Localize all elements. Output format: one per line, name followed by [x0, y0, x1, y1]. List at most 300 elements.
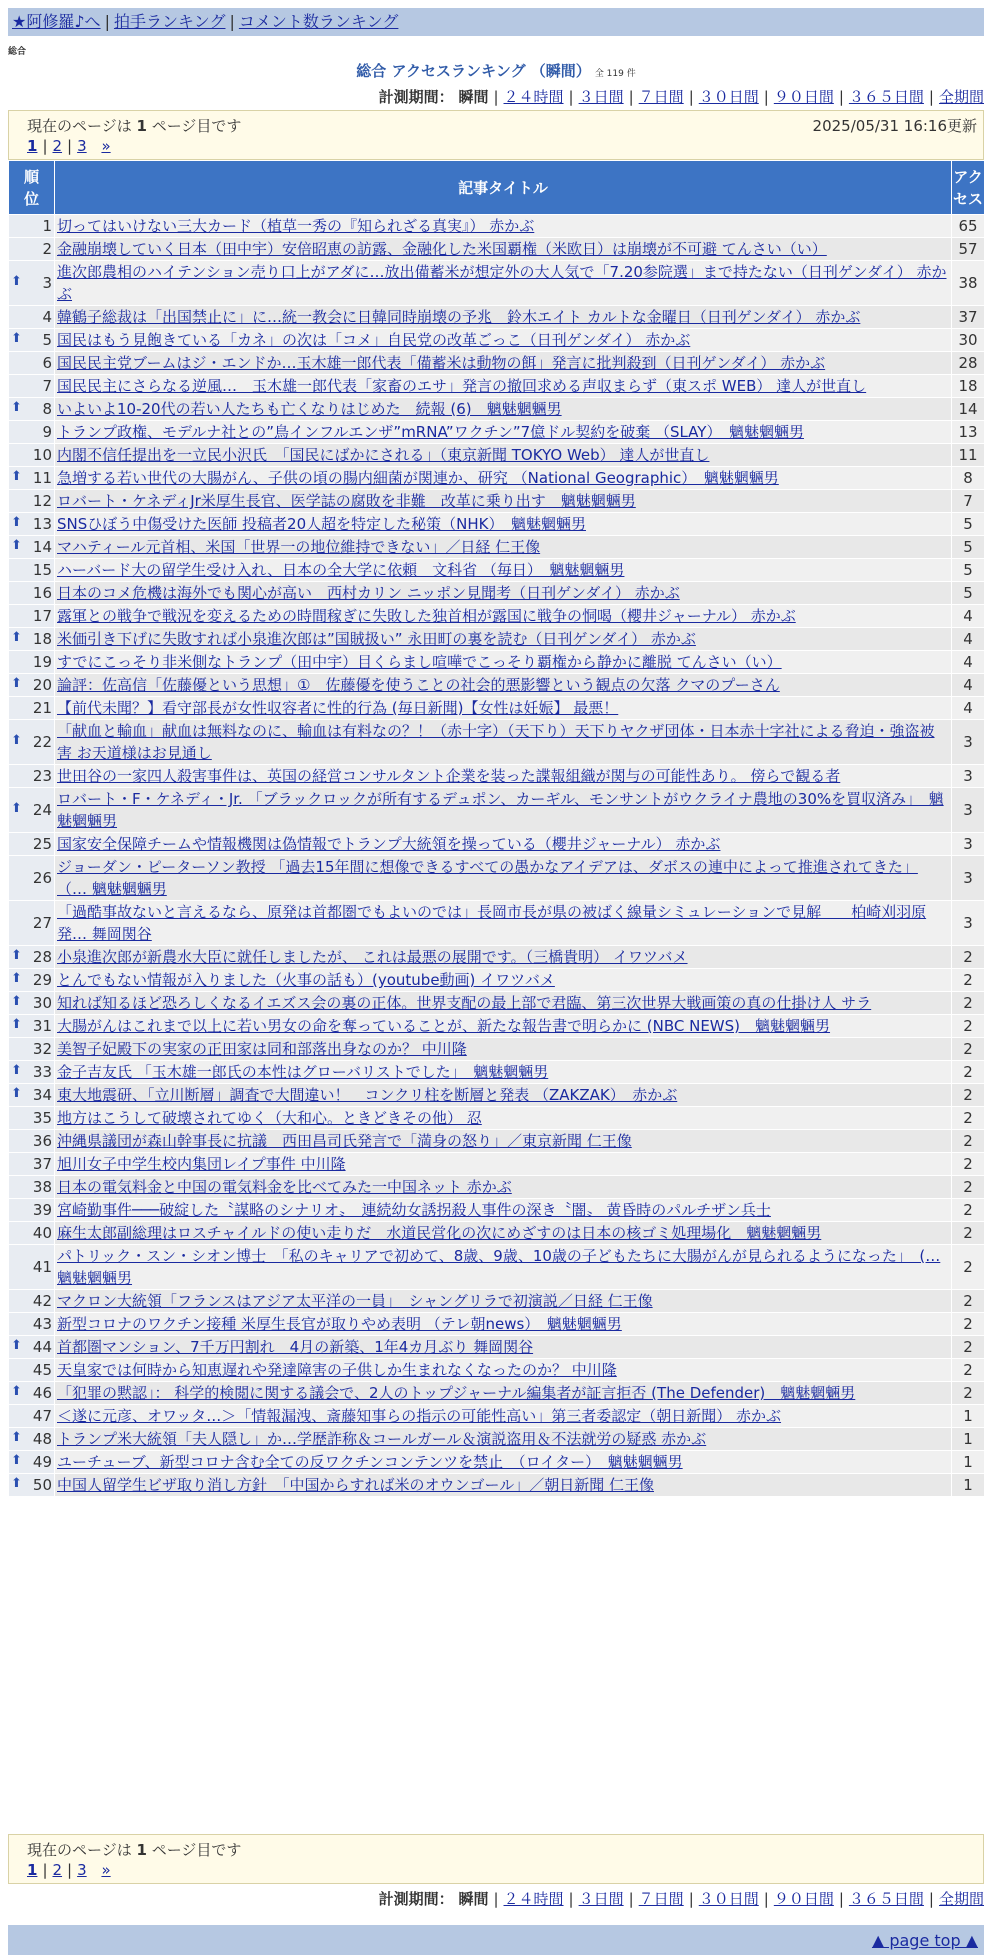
rank-cell — [9, 1245, 55, 1290]
access-count: 5 — [952, 559, 985, 582]
article-link[interactable]: 小泉進次郎が新農水大臣に就任しましたが、 これは最悪の展開です。（三橋貴明） イワツバメ — [57, 948, 688, 966]
title-cell — [55, 467, 952, 490]
rank-cell — [9, 1313, 55, 1336]
period-link-90d[interactable]: ９０日間 — [773, 1890, 834, 1908]
title-cell — [55, 992, 952, 1015]
rank-cell — [9, 306, 55, 329]
title-cell — [55, 628, 952, 651]
article-link[interactable]: 麻生太郎副総理はロスチャイルドの使い走りだ 水道民営化の次にめざすのは日本の核ゴミ処理場化 魑魅魍魎男 — [57, 1224, 822, 1242]
table-row — [9, 490, 985, 513]
rank-number: 15 — [32, 561, 52, 579]
period-current: 瞬間 — [458, 1890, 489, 1908]
table-row — [9, 1382, 985, 1405]
access-count: 2 — [952, 1290, 985, 1313]
article-link[interactable]: 宮崎勤事件───破綻した〝謀略のシナリオ〟 連続幼女誘拐殺人事件の深き〝闇〟 黄昏時のパルチザン兵士 — [57, 1201, 771, 1219]
up-arrow-icon: ⬆ — [11, 1384, 22, 1399]
title-cell — [55, 651, 952, 674]
article-link[interactable]: 地方はこうして破壊されてゆく（大和心。ときどきその他） 忍 — [57, 1109, 482, 1127]
table-row — [9, 1199, 985, 1222]
access-count: 14 — [952, 398, 985, 421]
rank-cell — [9, 582, 55, 605]
rank-number: 21 — [32, 699, 52, 717]
table-row — [9, 1130, 985, 1153]
up-arrow-icon: ⬆ — [11, 1063, 22, 1078]
rank-cell — [9, 490, 55, 513]
article-link[interactable]: 米価引き下げに失敗すれば小泉進次郎は”国賊扱い” 永田町の裏を読む（日刊ゲンダイ） 赤かぶ — [57, 630, 696, 648]
article-link[interactable]: とんでもない情報が入りました（火事の話も）(youtube動画) イワツバメ — [57, 971, 555, 989]
header-rank: 順位 — [9, 161, 55, 215]
rank-number: 20 — [32, 676, 52, 694]
article-link[interactable]: 切ってはいけない三大カード（植草一秀の『知られざる真実』） 赤かぶ — [57, 217, 535, 235]
rank-cell — [9, 1038, 55, 1061]
table-row — [9, 1359, 985, 1382]
access-count: 2 — [952, 1107, 985, 1130]
table-row — [9, 329, 985, 352]
rank-cell — [9, 901, 55, 946]
table-row — [9, 1336, 985, 1359]
article-link[interactable]: 金融崩壊していく日本（田中宇）安倍昭恵の訪露、金融化した米国覇権（米欧日）は崩壊が不可避 てんさい（い） — [57, 240, 827, 258]
table-row — [9, 261, 985, 306]
access-count: 37 — [952, 306, 985, 329]
rank-cell — [9, 1130, 55, 1153]
rank-number: 32 — [32, 1040, 52, 1058]
title-cell — [55, 1313, 952, 1336]
title-cell — [55, 697, 952, 720]
access-count: 2 — [952, 946, 985, 969]
rank-cell — [9, 352, 55, 375]
article-link[interactable]: 韓鶴子総裁は「出国禁止に」に…統一教会に日韓同時崩壊の予兆 鈴木エイト カルトな金曜日（日刊ゲンダイ） 赤かぶ — [57, 308, 861, 326]
table-row — [9, 765, 985, 788]
period-label: 計測期間： — [378, 1890, 454, 1908]
article-link[interactable]: SNSひぼう中傷受けた医師 投稿者20人超を特定した秘策（NHK） 魑魅魍魎男 — [57, 515, 586, 533]
article-link[interactable]: 国民民主党ブームはジ・エンドか…玉木雄一郎代表「備蓄米は動物の餌」発言に批判殺到（日刊ゲンダイ） 赤かぶ — [57, 354, 826, 372]
access-count: 3 — [952, 788, 985, 833]
article-link[interactable]: ハーバード大の留学生受け入れ、日本の全大学に依頼 文科省 （毎日） 魑魅魍魎男 — [57, 561, 625, 579]
article-link[interactable]: 日本のコメ危機は海外でも関心が高い 西村カリン ニッポン見聞考（日刊ゲンダイ） 赤かぶ — [57, 584, 680, 602]
period-link-90d[interactable]: ９０日間 — [773, 88, 834, 106]
rank-cell — [9, 1107, 55, 1130]
title-cell — [55, 238, 952, 261]
title-cell — [55, 605, 952, 628]
rank-number: 47 — [32, 1407, 52, 1425]
title-text: 総合 アクセスランキング （瞬間） — [356, 62, 591, 80]
title-cell — [55, 1290, 952, 1313]
table-row — [9, 536, 985, 559]
rank-number: 27 — [32, 914, 52, 932]
rank-number: 19 — [32, 653, 52, 671]
rank-cell — [9, 992, 55, 1015]
table-row — [9, 1245, 985, 1290]
access-count: 2 — [952, 1359, 985, 1382]
rank-cell — [9, 1084, 55, 1107]
access-count: 1 — [952, 1428, 985, 1451]
table-row — [9, 238, 985, 261]
table-row — [9, 215, 985, 238]
article-link[interactable]: トランプ米大統領「夫人隠し」か…学歴詐称＆コールガール＆演説盗用＆不法就労の疑惑 赤かぶ — [57, 1430, 707, 1448]
header-title: 記事タイトル — [55, 161, 952, 215]
up-arrow-icon: ⬆ — [11, 1430, 22, 1445]
rank-cell — [9, 720, 55, 765]
period-link-30d[interactable]: ３０日間 — [698, 1890, 759, 1908]
up-arrow-icon: ⬆ — [11, 1476, 22, 1491]
up-arrow-icon: ⬆ — [11, 971, 22, 986]
title-cell — [55, 352, 952, 375]
article-link[interactable]: 東大地震研、「立川断層」調査で大間違い！ コンクリ柱を断層と発表 （ZAKZAK） 赤かぶ — [57, 1086, 678, 1104]
table-row — [9, 559, 985, 582]
rank-cell — [9, 1222, 55, 1245]
article-link[interactable]: 美智子妃殿下の実家の正田家は同和部落出身なのか？ 中川隆 — [57, 1040, 467, 1058]
article-link[interactable]: 進次郎農相のハイテンション売り口上がアダに…放出備蓄米が想定外の大人気で「7.20参院選」まで持たない（日刊ゲンダイ） 赤かぶ — [57, 263, 947, 303]
title-cell — [55, 1061, 952, 1084]
rank-number: 10 — [32, 446, 52, 464]
title-cell — [55, 788, 952, 833]
rank-cell — [9, 765, 55, 788]
separator: | — [104, 12, 110, 31]
rank-cell — [9, 833, 55, 856]
title-cell — [55, 1107, 952, 1130]
up-arrow-icon: ⬆ — [11, 1338, 22, 1353]
pager: 1 | 2 | 3 » — [27, 137, 111, 155]
rank-cell — [9, 628, 55, 651]
up-arrow-icon: ⬆ — [11, 1086, 22, 1101]
nav-link-applause-ranking[interactable]: 拍手ランキング — [113, 12, 226, 31]
table-row — [9, 421, 985, 444]
rank-number: 4 — [42, 308, 52, 326]
table-row — [9, 697, 985, 720]
access-count: 3 — [952, 720, 985, 765]
period-link-365d[interactable]: ３６５日間 — [848, 1890, 924, 1908]
rank-number: 50 — [32, 1476, 52, 1494]
rank-cell — [9, 1290, 55, 1313]
title-cell — [55, 490, 952, 513]
table-row — [9, 444, 985, 467]
article-link[interactable]: ロバート・ケネディJr米厚生長官、医学誌の腐敗を非難 改革に乗り出す 魑魅魍魎男 — [57, 492, 636, 510]
page-link-3[interactable]: 3 — [77, 1861, 87, 1879]
title-cell — [55, 1130, 952, 1153]
access-count: 5 — [952, 513, 985, 536]
access-count: 4 — [952, 674, 985, 697]
rank-number: 31 — [32, 1017, 52, 1035]
table-row — [9, 1153, 985, 1176]
period-link-3d[interactable]: ３日間 — [578, 1890, 624, 1908]
title-cell — [55, 559, 952, 582]
table-row — [9, 1290, 985, 1313]
article-link[interactable]: 国民はもう見飽きている「カネ」の次は「コメ」自民党の改革ごっこ（日刊ゲンダイ） 赤かぶ — [57, 331, 691, 349]
page-title — [0, 60, 992, 81]
rank-cell — [9, 1474, 55, 1497]
article-link[interactable]: ユーチューブ、新型コロナ含む全ての反ワクチンコンテンツを禁止 （ロイター） 魑魅魍魎男 — [57, 1453, 683, 1471]
table-row — [9, 1405, 985, 1428]
rank-cell — [9, 238, 55, 261]
period-link-all[interactable]: 全期間 — [938, 1890, 984, 1908]
access-count: 13 — [952, 421, 985, 444]
article-link[interactable]: 【前代未聞？】看守部長が女性収容者に性的行為 (毎日新聞)【女性は妊娠】 最悪！ — [57, 699, 619, 717]
period-link-365d[interactable]: ３６５日間 — [848, 88, 924, 106]
table-row — [9, 651, 985, 674]
access-count: 1 — [952, 1405, 985, 1428]
nav-link-comment-ranking[interactable]: コメント数ランキング — [238, 12, 399, 31]
title-cell — [55, 1474, 952, 1497]
rank-number: 44 — [32, 1338, 52, 1356]
access-count: 57 — [952, 238, 985, 261]
rank-number: 39 — [32, 1201, 52, 1219]
rank-cell — [9, 261, 55, 306]
up-arrow-icon: ⬆ — [11, 1453, 22, 1468]
up-arrow-icon: ⬆ — [11, 469, 22, 484]
article-link[interactable]: トランプ政権、モデルナ社との”鳥インフルエンザ”mRNA”ワクチン”7億ドル契約を破棄 （SLAY） 魑魅魍魎男 — [57, 423, 804, 441]
title-cell — [55, 306, 952, 329]
rank-cell — [9, 946, 55, 969]
access-count: 1 — [952, 1451, 985, 1474]
page-info: 現在のページは 1 ページ目です — [27, 117, 242, 135]
page-link-2[interactable]: 2 — [52, 137, 63, 155]
period-selector-bottom: 計測期間： 瞬間 | ２４時間 | ３日間 | ７日間 | ３０日間 | ９０日間 | ３６５日間 | 全期間 — [378, 1890, 984, 1908]
article-link[interactable]: 「献血と輸血」献血は無料なのに、輸血は有料なの？！（赤十字）（天下り）天下りヤクザ団体・日本赤十字社による脅迫・強盗被害 お天道様はお見通し — [57, 722, 935, 762]
article-link[interactable]: 国民民主にさらなる逆風… 玉木雄一郎代表「家畜のエサ」発言の撤回求める声収まらず（東スポ WEB） 達人が世直し — [57, 377, 867, 395]
table-row — [9, 833, 985, 856]
rank-number: 42 — [32, 1292, 52, 1310]
article-link[interactable]: 論評：佐高信「佐藤優という思想」① 佐藤優を使うことの社会的悪影響という観点の欠落 クマのプーさん — [57, 676, 780, 694]
period-link-7d[interactable]: ７日間 — [638, 88, 684, 106]
table-row — [9, 398, 985, 421]
article-link[interactable]: 旭川女子中学生校内集団レイプ事件 中川隆 — [57, 1155, 346, 1173]
title-cell — [55, 1428, 952, 1451]
separator: | — [229, 12, 235, 31]
article-link[interactable]: 新型コロナのワクチン接種 米厚生長官が取りやめ表明 （テレ朝news） 魑魅魍魎男 — [57, 1315, 622, 1333]
table-row — [9, 788, 985, 833]
article-link[interactable]: マクロン大統領「フランスはアジア太平洋の一員」 シャングリラで初演説／日経 仁王像 — [57, 1292, 653, 1310]
table-row — [9, 1107, 985, 1130]
title-cell — [55, 1199, 952, 1222]
article-link[interactable]: 内閣不信任提出を一立民小沢氏 「国民にばかにされる」（東京新聞 TOKYO Web） 達人が世直し — [57, 446, 710, 464]
access-count: 2 — [952, 1153, 985, 1176]
article-link[interactable]: 知れば知るほど恐ろしくなるイエズス会の裏の正体。世界支配の最上部で君臨、第三次世界大戦画策の真の仕掛け人 サラ — [57, 994, 872, 1012]
table-row — [9, 513, 985, 536]
access-count: 2 — [952, 1336, 985, 1359]
access-count: 7 — [952, 490, 985, 513]
rank-number: 16 — [32, 584, 52, 602]
rank-cell — [9, 969, 55, 992]
access-count: 4 — [952, 628, 985, 651]
table-row — [9, 946, 985, 969]
article-link[interactable]: 金子吉友氏 「玉木雄一郎氏の本性はグローバリストでした」 魑魅魍魎男 — [57, 1063, 549, 1081]
table-row — [9, 1428, 985, 1451]
rank-number: 12 — [32, 492, 52, 510]
rank-cell — [9, 605, 55, 628]
category-tag: 総合 — [8, 47, 27, 57]
up-arrow-icon: ⬆ — [11, 676, 22, 691]
up-arrow-icon: ⬆ — [11, 994, 22, 1009]
table-row — [9, 467, 985, 490]
table-row — [9, 1222, 985, 1245]
access-count: 2 — [952, 1176, 985, 1199]
rank-number: 29 — [32, 971, 52, 989]
page-link-3[interactable]: 3 — [77, 137, 87, 155]
article-link[interactable]: 天皇家では何時から知恵遅れや発達障害の子供しか生まれなくなったのか？ 中川隆 — [57, 1361, 617, 1379]
rank-number: 43 — [32, 1315, 52, 1333]
rank-number: 5 — [42, 331, 52, 349]
article-link[interactable]: マハティール元首相、米国「世界一の地位維持できない」／日経 仁王像 — [57, 538, 541, 556]
page-next-link[interactable]: » — [101, 1861, 111, 1879]
article-link[interactable]: 大腸がんはこれまで以上に若い男女の命を奪っていることが、新たな報告書で明らかに (NBC NEWS) 魑魅魍魎男 — [57, 1017, 831, 1035]
up-arrow-icon: ⬆ — [11, 1017, 22, 1032]
table-row — [9, 605, 985, 628]
title-cell — [55, 765, 952, 788]
rank-number: 41 — [32, 1258, 52, 1276]
access-count: 2 — [952, 1130, 985, 1153]
period-link-all[interactable]: 全期間 — [938, 88, 984, 106]
title-cell — [55, 215, 952, 238]
rank-cell — [9, 674, 55, 697]
access-count: 4 — [952, 697, 985, 720]
period-link-7d[interactable]: ７日間 — [638, 1890, 684, 1908]
ranking-table — [8, 160, 985, 1497]
page-link-1[interactable]: 1 — [27, 137, 38, 155]
title-cell — [55, 1176, 952, 1199]
title-cell — [55, 1015, 952, 1038]
article-link[interactable]: 首都圏マンション、7千万円割れ 4月の新築、1年4カ月ぶり 舞岡関谷 — [57, 1338, 534, 1356]
pagination-panel-bottom — [8, 1834, 984, 1884]
rank-number: 14 — [32, 538, 52, 556]
access-count: 1 — [952, 1474, 985, 1497]
rank-number: 17 — [32, 607, 52, 625]
access-count: 2 — [952, 1382, 985, 1405]
rank-number: 33 — [32, 1063, 52, 1081]
rank-number: 25 — [32, 835, 52, 853]
rank-number: 46 — [32, 1384, 52, 1402]
table-row — [9, 674, 985, 697]
article-link[interactable]: いよいよ10-20代の若い人たちも亡くなりはじめた 続報 (6) 魑魅魍魎男 — [57, 400, 562, 418]
access-count: 2 — [952, 992, 985, 1015]
rank-number: 6 — [42, 354, 52, 372]
rank-cell — [9, 1428, 55, 1451]
article-link[interactable]: 「過酷事故ないと言えるなら、原発は首都圏でもよいのでは」長岡市長が県の被ばく線量シミュレーションで見解 柏崎刈羽原発… 舞岡関谷 — [57, 903, 927, 943]
up-arrow-icon: ⬆ — [11, 948, 22, 963]
period-selector-top: 計測期間： 瞬間 | ２４時間 | ３日間 | ７日間 | ３０日間 | ９０日間 | ３６５日間 | 全期間 — [378, 88, 984, 106]
article-link[interactable]: パトリック・スン・シオン博士 「私のキャリアで初めて、8歳、9歳、10歳の子どもたちに大腸がんが見られるようになった」 (… 魑魅魍魎男 — [57, 1247, 941, 1287]
access-count: 2 — [952, 1015, 985, 1038]
rank-number: 34 — [32, 1086, 52, 1104]
rank-number: 22 — [32, 733, 52, 751]
title-cell — [55, 1153, 952, 1176]
article-link[interactable]: ロバート・F・ケネディ・Jr. 「ブラックロックが所有するデュポン、カーギル、モンサントがウクライナ農地の30%を買収済み」 魑魅魍魎男 — [57, 790, 944, 830]
table-row — [9, 375, 985, 398]
article-link[interactable]: 中国人留学生ビザ取り消し方針 「中国からすれば米のオウンゴール」／朝日新聞 仁王像 — [57, 1476, 654, 1494]
rank-number: 49 — [32, 1453, 52, 1471]
rank-cell — [9, 856, 55, 901]
access-count: 4 — [952, 651, 985, 674]
rank-cell — [9, 1382, 55, 1405]
title-cell — [55, 398, 952, 421]
rank-number: 38 — [32, 1178, 52, 1196]
rank-number: 13 — [32, 515, 52, 533]
access-count: 3 — [952, 765, 985, 788]
title-cell — [55, 901, 952, 946]
rank-number: 30 — [32, 994, 52, 1012]
title-cell — [55, 1451, 952, 1474]
article-link[interactable]: 沖縄県議団が森山幹事長に抗議 西田昌司氏発言で「満身の怒り」／東京新聞 仁王像 — [57, 1132, 632, 1150]
rank-cell — [9, 559, 55, 582]
rank-number: 28 — [32, 948, 52, 966]
period-link-30d[interactable]: ３０日間 — [698, 88, 759, 106]
article-link[interactable]: 露軍との戦争で戦況を変えるための時間稼ぎに失敗した独首相が露国に戦争の恫喝（櫻井ジャーナル） 赤かぶ — [57, 607, 796, 625]
access-count: 8 — [952, 467, 985, 490]
table-row — [9, 1313, 985, 1336]
rank-cell — [9, 1176, 55, 1199]
title-cell — [55, 1336, 952, 1359]
updated-timestamp: 2025/05/31 16:16更新 — [812, 117, 977, 135]
title-cell — [55, 674, 952, 697]
period-link-24h[interactable]: ２４時間 — [503, 1890, 564, 1908]
rank-number: 48 — [32, 1430, 52, 1448]
table-row — [9, 1038, 985, 1061]
access-count: 18 — [952, 375, 985, 398]
article-link[interactable]: ジョーダン・ピーターソン教授 「過去15年間に想像できるすべての愚かなアイデアは、ダボスの連中によって推進されてきた」 （… 魑魅魍魎男 — [57, 858, 918, 898]
article-link[interactable]: ＜遂に元彦、オワッタ…＞「情報漏洩、斎藤知事らの指示の可能性高い」第三者委認定（朝日新聞） 赤かぶ — [57, 1407, 782, 1425]
up-arrow-icon: ⬆ — [11, 733, 22, 748]
rank-number: 24 — [32, 801, 52, 819]
rank-cell — [9, 1061, 55, 1084]
page-link-1[interactable]: 1 — [27, 1861, 38, 1879]
up-arrow-icon: ⬆ — [11, 515, 22, 530]
article-link[interactable]: 国家安全保障チームや情報機関は偽情報でトランプ大統領を操っている（櫻井ジャーナル） 赤かぶ — [57, 835, 721, 853]
period-link-24h[interactable]: ２４時間 — [503, 88, 564, 106]
rank-cell — [9, 513, 55, 536]
title-cell — [55, 1245, 952, 1290]
article-link[interactable]: 急増する若い世代の大腸がん、子供の頃の腸内細菌が関連か、研究 （National Geographic） 魑魅魍魎男 — [57, 469, 779, 487]
title-cell — [55, 1084, 952, 1107]
access-count: 3 — [952, 901, 985, 946]
period-label: 計測期間： — [378, 88, 454, 106]
table-row — [9, 306, 985, 329]
access-count: 38 — [952, 261, 985, 306]
rank-cell — [9, 1359, 55, 1382]
rank-number: 9 — [42, 423, 52, 441]
article-link[interactable]: 「犯罪の黙認」： 科学的検閲に関する議会で、2人のトップジャーナル編集者が証言拒否 (The Defender) 魑魅魍魎男 — [57, 1384, 856, 1402]
table-row — [9, 1176, 985, 1199]
top-nav-bar — [8, 8, 984, 36]
table-row — [9, 1061, 985, 1084]
table-row — [9, 1015, 985, 1038]
page-top-link[interactable]: ▲ page top ▲ — [871, 1931, 978, 1950]
article-link[interactable]: すでにこっそり非米側なトランプ（田中宇）目くらまし喧嘩でこっそり覇権から静かに離脱 てんさい（い） — [57, 653, 782, 671]
title-cell — [55, 856, 952, 901]
table-row — [9, 1084, 985, 1107]
page-link-2[interactable]: 2 — [52, 1861, 63, 1879]
rank-cell — [9, 421, 55, 444]
period-link-3d[interactable]: ３日間 — [578, 88, 624, 106]
title-cell — [55, 946, 952, 969]
page-info: 現在のページは 1 ページ目です — [27, 1841, 242, 1859]
access-count: 3 — [952, 833, 985, 856]
rank-cell — [9, 1451, 55, 1474]
up-arrow-icon: ⬆ — [11, 400, 22, 415]
article-link[interactable]: 日本の電気料金と中国の電気料金を比べてみた一中国ネット 赤かぶ — [57, 1178, 512, 1196]
title-cell — [55, 1359, 952, 1382]
page-next-link[interactable]: » — [101, 137, 111, 155]
table-row — [9, 1451, 985, 1474]
rank-number: 35 — [32, 1109, 52, 1127]
rank-cell — [9, 398, 55, 421]
rank-cell — [9, 1405, 55, 1428]
bottom-bar — [8, 1925, 984, 1955]
access-count: 2 — [952, 1222, 985, 1245]
rank-number: 37 — [32, 1155, 52, 1173]
up-arrow-icon: ⬆ — [11, 538, 22, 553]
access-count: 3 — [952, 856, 985, 901]
nav-link-asyura[interactable]: ★阿修羅♪へ — [12, 12, 101, 31]
article-link[interactable]: 世田谷の一家四人殺害事件は、英国の経営コンサルタント企業を装った諜報組織が関与の可能性あり。 傍らで観る者 — [57, 767, 841, 785]
